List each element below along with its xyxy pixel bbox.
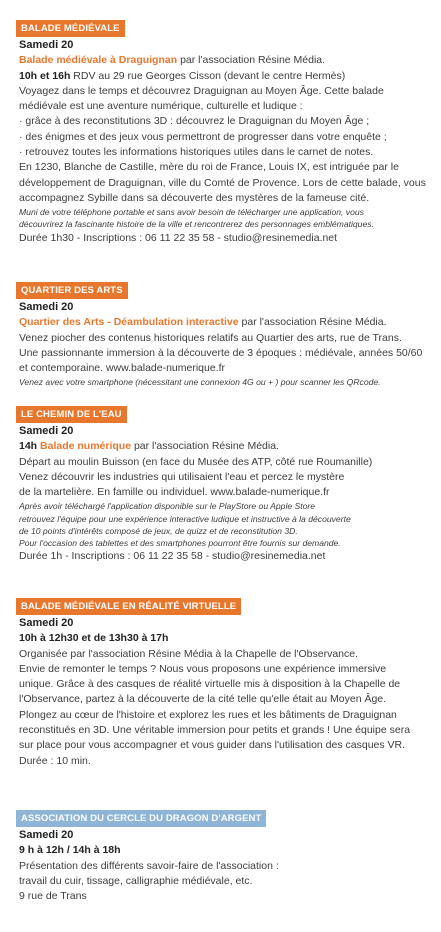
event-organizer: par l'association Résine Média. (131, 440, 279, 453)
description-line: l'Observance, partez à la découverte de la cité telle qu'elle était au Moyen Âge. (19, 693, 387, 706)
description-line: Plongez au cœur de l'histoire et explorez les rues et les bâtiments de Draguignan (19, 708, 397, 721)
section-tag: QUARTIER DES ARTS (16, 282, 128, 299)
description-line: accompagnez Sybille dans sa découverte des mystères de la fameuse cité. (19, 191, 370, 204)
section-chemin-de-l-eau (0, 404, 441, 565)
description-line: reconstitués en 3D. Une véritable immersion pour petits et grands ! Une équipe sera (19, 724, 411, 737)
event-organizer: par l'association Résine Média. (238, 316, 387, 329)
section-tag: ASSOCIATION DU CERCLE DU DRAGON D'ARGENT (16, 810, 266, 827)
description-line: · retrouvez toutes les informations historiques utiles dans le carnet de notes. (19, 146, 374, 159)
description-line: unique. Grâce à des casques de réalité virtuelle mis à disposition à la Chapelle de (19, 678, 401, 691)
event-title: Balade numérique (40, 440, 132, 453)
event-meeting-point: RDV au 29 rue Georges Cisson (devant le centre Hermès) (70, 69, 346, 82)
description-line: · grâce à des reconstitutions 3D : découvrez le Draguignan du Moyen Âge ; (19, 115, 370, 128)
description-line: Présentation des différents savoir-faire de l'association : (19, 859, 279, 872)
note-line: Pour l'occasion des tablettes et des smartphones pourront être fournis sur demande. (19, 538, 341, 549)
description-line: Départ au moulin Buisson (en face du Musée des ATP, côté rue Roumanille) (19, 455, 373, 468)
description-line: Organisée par l'association Résine Média à la Chapelle de l'Observance. (19, 647, 359, 660)
event-day: Samedi 20 (19, 425, 74, 437)
event-day: Samedi 20 (19, 301, 74, 313)
event-time: 9 h à 12h / 14h à 18h (19, 844, 121, 857)
description-line: Venez découvrir les industries qui utilisaient l'eau et percez le mystère (19, 470, 345, 483)
section-tag: LE CHEMIN DE L'EAU (16, 406, 127, 423)
note-line: Muni de votre téléphone portable et sans avoir besoin de télécharger une application, vous (19, 207, 364, 218)
description-line: Durée : 10 min. (19, 754, 91, 767)
event-day: Samedi 20 (19, 617, 74, 629)
event-time: 14h (19, 440, 38, 453)
description-line: de la martelière. En famille ou individuel. www.balade-numerique.fr (19, 486, 330, 499)
description-line: médiévale est une aventure numérique, culturelle et ludique : (19, 100, 303, 113)
section-tag: BALADE MÉDIÉVALE (16, 20, 125, 37)
event-day: Samedi 20 (19, 829, 74, 841)
event-footer: Durée 1h30 - Inscriptions : 06 11 22 35 58 - studio@resinemedia.net (19, 231, 338, 244)
section-balade-medievale (0, 18, 441, 246)
description-line: · des énigmes et des jeux vous permettront de progresser dans votre enquête ; (19, 130, 387, 143)
note-line: Après avoir téléchargé l'application disponible sur le PlayStore ou Apple Store (19, 501, 316, 512)
event-title: Balade médiévale à Draguignan (19, 54, 178, 67)
section-tag: BALADE MÉDIÉVALE EN RÉALITÉ VIRTUELLE (16, 598, 241, 615)
note-line: retrouvez l'équipe pour une expérience interactive ludique et instructive à la découverte (19, 513, 351, 524)
section-cercle-du-dragon (0, 808, 441, 904)
section-realite-virtuelle (0, 596, 441, 769)
description-line: Envie de remonter le temps ? Nous vous proposons une expérience immersive (19, 662, 387, 675)
description-line: sur place pour vous accompagner et vous guider dans l'utilisation des casques VR. (19, 739, 406, 752)
description-line: travail du cuir, tissage, calligraphie médiévale, etc. (19, 874, 253, 887)
event-footer: Durée 1h - Inscriptions : 06 11 22 35 58 - studio@resinemedia.net (19, 550, 326, 563)
section-quartier-des-arts (0, 280, 441, 389)
description-line: et contemporaine. www.balade-numerique.fr (19, 362, 226, 375)
note-line: découvrirez la fascinante histoire de la ville et rencontrerez des personnages emblématiques. (19, 219, 374, 230)
event-day: Samedi 20 (19, 39, 74, 51)
event-time: 10h et 16h (19, 69, 71, 82)
description-line: Voyagez dans le temps et découvrez Draguignan au Moyen Âge. Cette balade (19, 84, 384, 97)
note-line: Venez avec votre smartphone (nécessitant une connexion 4G ou + ) pour scanner les QRcode. (19, 377, 381, 388)
event-time: 10h à 12h30 et de 13h30 à 17h (19, 632, 169, 645)
description-line: Une passionnante immersion à la découverte de 3 époques : médiévale, années 50/60 (19, 346, 423, 359)
description-line: 9 rue de Trans (19, 890, 87, 903)
description-line: Venez piocher des contenus historiques relatifs au Quartier des arts, rue de Trans. (19, 331, 402, 344)
note-line: de 10 points d'intérêts composé de jeux, de quizz et de reconstitution 3D. (19, 525, 298, 536)
description-line: développement de Draguignan, ville du Comté de Provence. Lors de cette balade, vous (19, 176, 426, 189)
event-organizer: par l'association Résine Média. (177, 54, 326, 67)
event-title: Quartier des Arts - Déambulation interactive (19, 316, 239, 329)
description-line: En 1230, Blanche de Castille, mère du roi de France, Louis IX, est intriguée par le (19, 161, 399, 174)
